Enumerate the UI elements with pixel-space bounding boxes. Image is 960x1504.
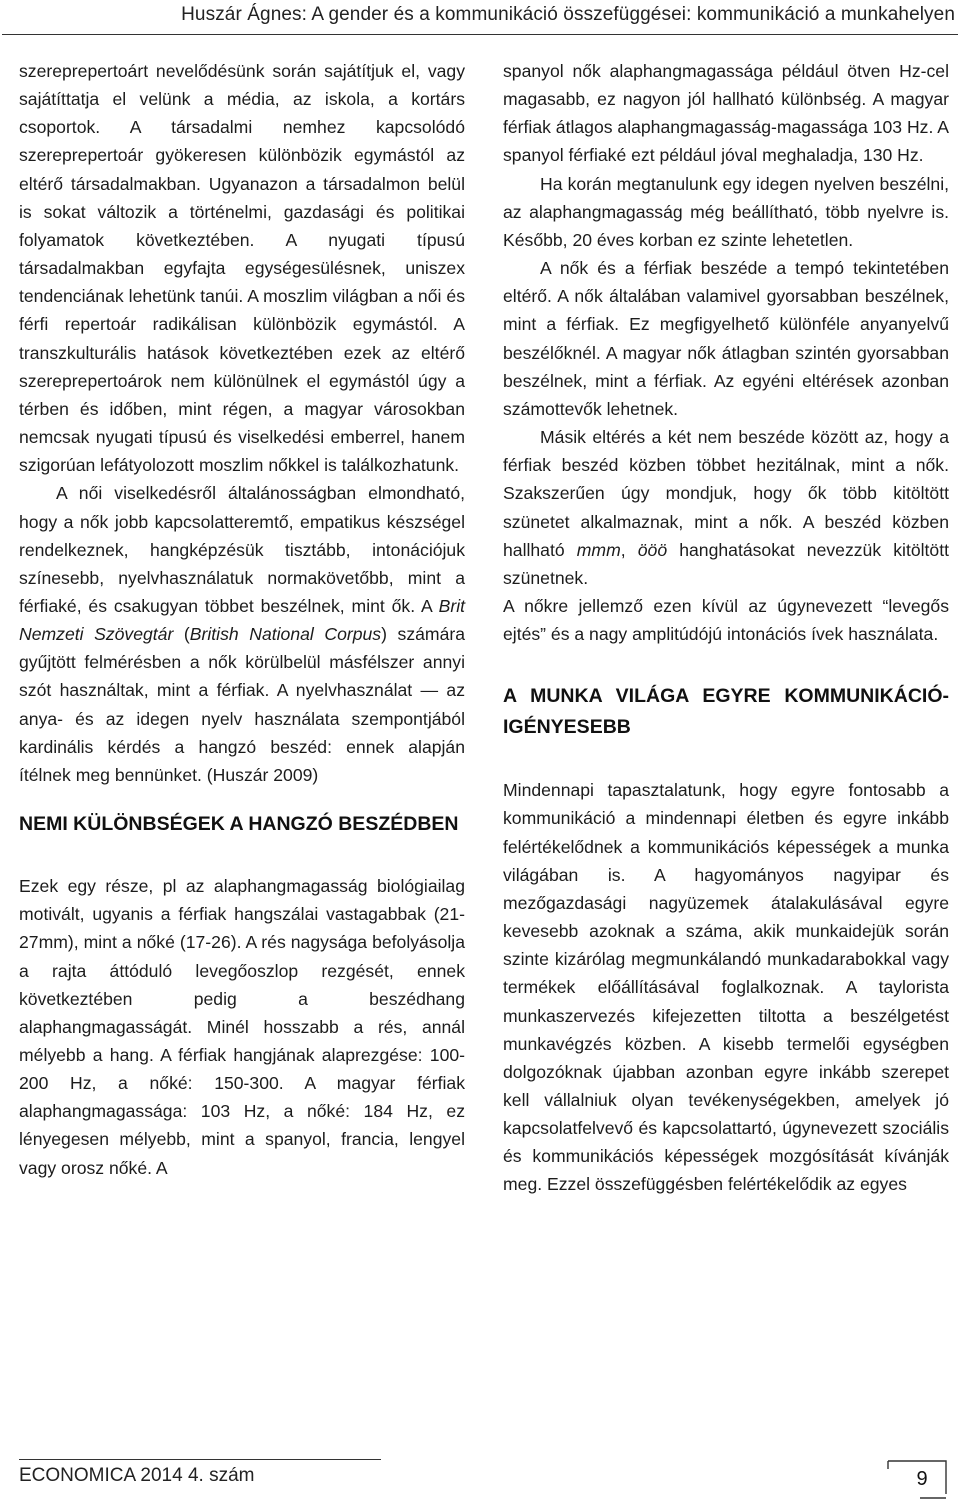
right-p4-text-b: , [620, 539, 638, 560]
section-heading-gender-speech: NEMI KÜLÖNBSÉGEK A HANGZÓ BESZÉDBEN [19, 813, 459, 836]
left-p2-italic-bnc-en: British National Corpus [189, 624, 382, 645]
left-p2-text-a: A női viselkedésről általánosságban elmondható, hogy a nők jobb kapcsolatteremtő, empatikus készségel rendelkeznek, hangképzésük tisztább, intonációjuk színesebb, nyelvhasználatuk normakövetőbb, mint a férfiaké, és csakugyan többet beszélnek, mint ők. A [19, 483, 465, 616]
footer-divider [19, 1459, 381, 1460]
page-number-badge [880, 1458, 950, 1500]
right-p4-text-a: Másik eltérés a két nem beszéde között az, hogy a férfiak beszéd közben többet hezitálnak, mint a nők. Szakszerűen úgy mondjuk, hogy ők több kitöltött szünetet alkalmaznak, mint a nők. A beszéd közben hallható [503, 427, 949, 560]
left-p2-text-b: ( [173, 624, 190, 645]
left-paragraph-2 [19, 479, 465, 789]
header-divider [2, 34, 958, 35]
right-paragraph-4 [503, 423, 949, 592]
right-p4-text-c: hanghatásokat nevezzük kitöltött szünetnek. [503, 539, 949, 588]
right-paragraph-5: A nőkre jellemző ezen kívül az úgynevezett “levegős ejtés” és a nagy amplitúdójú intonációs ívek használata. [503, 595, 949, 645]
running-header [0, 0, 955, 34]
right-column [503, 57, 949, 1199]
right-p4-italic-mmm: mmm [576, 539, 621, 560]
left-p2-italic-bnc-hu: Brit Nemzeti Szövegtár [19, 595, 465, 645]
section-heading-work-communication: A MUNKA VILÁGA EGYRE KOMMUNIKÁCIÓ-IGÉNYESEBB [503, 685, 949, 739]
left-p2-text-c: ) számára gyűjtött felmérésben a nők körülbelül másfélszer annyi szót használtak, mint a férfiak. A nyelvhasználat — az anya- és az idegen nyelv használata szempontjából kardinális kérdés a hangzó beszéd: ennek alapján ítélnek meg bennünket. (Huszár 2009) [19, 624, 465, 785]
right-paragraph-3: A nők és a férfiak beszéde a tempó tekintetében eltérő. A nők általában valamivel gyorsabban beszélnek, mint a férfiak. Ez megfigyelhető különféle anyanyelvű beszélőknél. A magyar nők átlagban szintén gyorsabban beszélnek, mint a férfiak. Az egyéni eltérések azonban számottevők lehetnek. [503, 258, 949, 419]
left-paragraph-1: szereprepertoárt nevelődésünk során sajátítjuk el, vagy sajátíttatja el velünk a média, az iskola, a kortárs csoportok. A társadalmi nemhez kapcsolódó szereprepertoár gyökeresen különbözik egymástól az eltérő társadalmakban. Ugyanazon a társadalmon belül is sokat változik a történelmi, gazdasági és politikai folyamatok következtében. A nyugati típusú társadalmakban egyfajta egységesülésnek, uniszex tendenciának lehetünk tanúi. A moszlim világban a női és férfi repertoár radikálisan különbözik egymástól. A transzkulturális hatások következtében ezek az eltérő szereprepertoárok nem különülnek el egymástól úgy a térben és időben, mint régen, a magyar városokban nemcsak nyugati típusú és viselkedési emberrel, hanem szigorúan lefátyolozott moszlim nőkkel is találkozhatunk. [19, 61, 465, 476]
page-number: 9 [916, 1468, 928, 1490]
right-paragraph-6: Mindennapi tapasztalatunk, hogy egyre fontosabb a kommunikáció a mindennapi életben és egyre inkább felértékelődnek a kommunikációs képességek a munka világában is. A hagyományos nagyipar és mezőgazdasági nagyüzemek átalakulásával egyre kevesebb azoknak a száma, akik munkaidejük során szinte kizárólag megmunkálandó munkadarabokkal vagy termékek előállításával foglalkoznak. A taylorista munkaszervezés kifejezetten tiltotta a beszélgetést munkavégzés közben. A kisebb termelői egységben dolgozóknak újabban azonban egyre inkább szerepet kell vállalniuk olyan tevékenységekben, amelyek jó kapcsolatfelvevő és kapcsolattartó, úgynevezett szociális és kommunikációs képességek mozgósítását kívánják meg. Ezzel összefüggésben felértékelődik az egyes [503, 780, 949, 1195]
footer-journal: ECONOMICA 2014 4. szám [19, 1465, 255, 1486]
right-p4-italic-ooo: ööö [637, 539, 668, 560]
left-column [19, 57, 465, 1182]
right-paragraph-2: Ha korán megtanulunk egy idegen nyelven beszélni, az alaphangmagasság még beállítható, több nyelvre is. Később, 20 éves korban ez szinte lehetetlen. [503, 173, 949, 250]
left-paragraph-3: Ezek egy része, pl az alaphangmagasság biológiailag motivált, ugyanis a férfiak hangszálai vastagabbak (21-27mm), mint a nőké (17-26). A rés nagysága befolyásolja a rajta áttóduló levegőoszlop rezgését, ennek következtében pedig a beszédhang alaphangmagasságát. Minél hosszabb a rés, annál mélyebb a hang. A férfiak hangjának alaprezgése: 100-200 Hz, a nőké: 150-300. A magyar férfiak alaphangmagassága: 103 Hz, a nőké: 184 Hz, ez lényegesen mélyebb, mint a spanyol, francia, lengyel vagy orosz nőké. A [19, 876, 465, 1178]
running-title: Huszár Ágnes: A gender és a kommunikáció összefüggései: kommunikáció a munkahelyen [181, 4, 955, 25]
right-paragraph-1: spanyol nők alaphangmagassága például ötven Hz-cel magasabb, ez nagyon jól hallható különbség. A magyar férfiak átlagos alaphangmagasság-magassága 103 Hz. A spanyol férfiaké ezt például jóval meghaladja, 130 Hz. [503, 61, 949, 166]
